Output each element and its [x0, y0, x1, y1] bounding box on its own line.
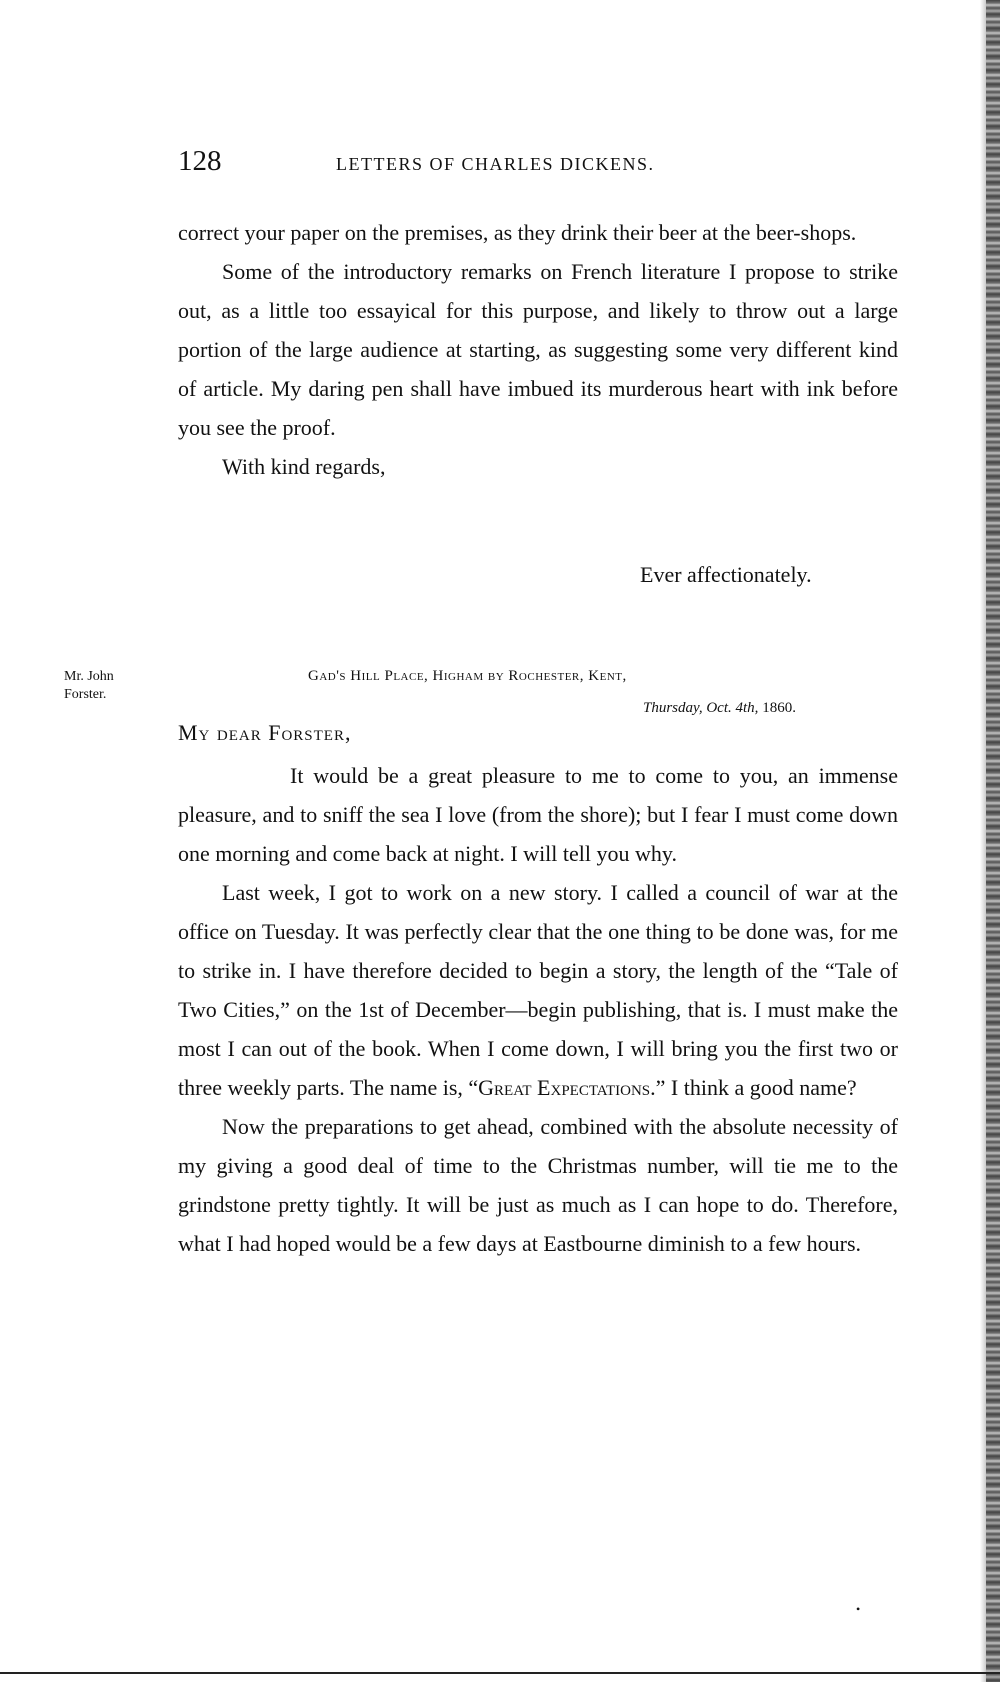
margin-note-recipient — [64, 668, 114, 704]
book-title: Great Expectations. — [478, 1075, 656, 1100]
letter-1-regards: With kind regards, — [222, 454, 386, 479]
letter-2-paragraph-tail: ” I think a good name? — [655, 1075, 857, 1100]
letter-2-paragraph: Now the preparations to get ahead, combined with the absolute necessity of my giving a good deal of time to the Christmas number, will tie me to the grindstone pretty tightly. It will be just as much as I can hope to do. Therefore, what I had hoped would be a few days at Eastbourne diminish to a few hours. — [178, 1114, 898, 1256]
letter-1-body — [178, 213, 898, 486]
letter-2-body — [178, 756, 898, 1263]
letter-2-paragraph — [178, 873, 898, 1107]
print-speck: • — [856, 1602, 861, 1616]
running-head: LETTERS OF CHARLES DICKENS. — [336, 154, 655, 174]
letter-1-closing: Ever affectionately. — [640, 562, 812, 587]
letter-2-address: Gad's Hill Place, Higham by Rochester, Kent, — [308, 668, 627, 684]
letter-2-paragraph: It would be a great pleasure to me to come to you, an immense pleasure, and to sniff the sea I love (from the shore); but I fear I must come down one morning and come back at night. I will tell you why. — [178, 763, 898, 866]
letter-1-paragraph: Some of the introductory remarks on French literature I propose to strike out, as a little too essayical for this purpose, and likely to throw out a large portion of the large audience at starting, as suggesting some very different kind of article. My daring pen shall have imbued its murderous heart with ink before you see the proof. — [178, 259, 898, 440]
letter-1-paragraph: correct your paper on the premises, as they drink their beer at the beer-shops. — [178, 220, 857, 245]
page-number: 128 — [178, 145, 222, 177]
letter-2-paragraph-text: Last week, I got to work on a new story. I called a council of war at the office on Tuesday. It was perfectly clear that the one thing to be done was, for me to strike in. I have therefore decided to begin a story, the length of the “Tale of Two Cities,” on the 1st of December—begin publishing, that is. I must make the most I can out of the book. When I come down, I will bring you the first two or three weekly parts. The name is, “ — [178, 880, 898, 1100]
dateline-day: Thursday, Oct. 4th, — [643, 700, 759, 716]
letter-2-dateline — [643, 700, 796, 717]
letter-2-salutation: My dear Forster, — [178, 720, 352, 745]
dateline-year: 1860. — [758, 700, 796, 716]
margin-note-line: Forster. — [64, 687, 107, 702]
page-header — [178, 145, 898, 185]
bottom-scan-edge — [0, 1672, 1000, 1674]
margin-note-line: Mr. John — [64, 669, 114, 684]
page-edge-scan-shadow — [986, 0, 1000, 1682]
